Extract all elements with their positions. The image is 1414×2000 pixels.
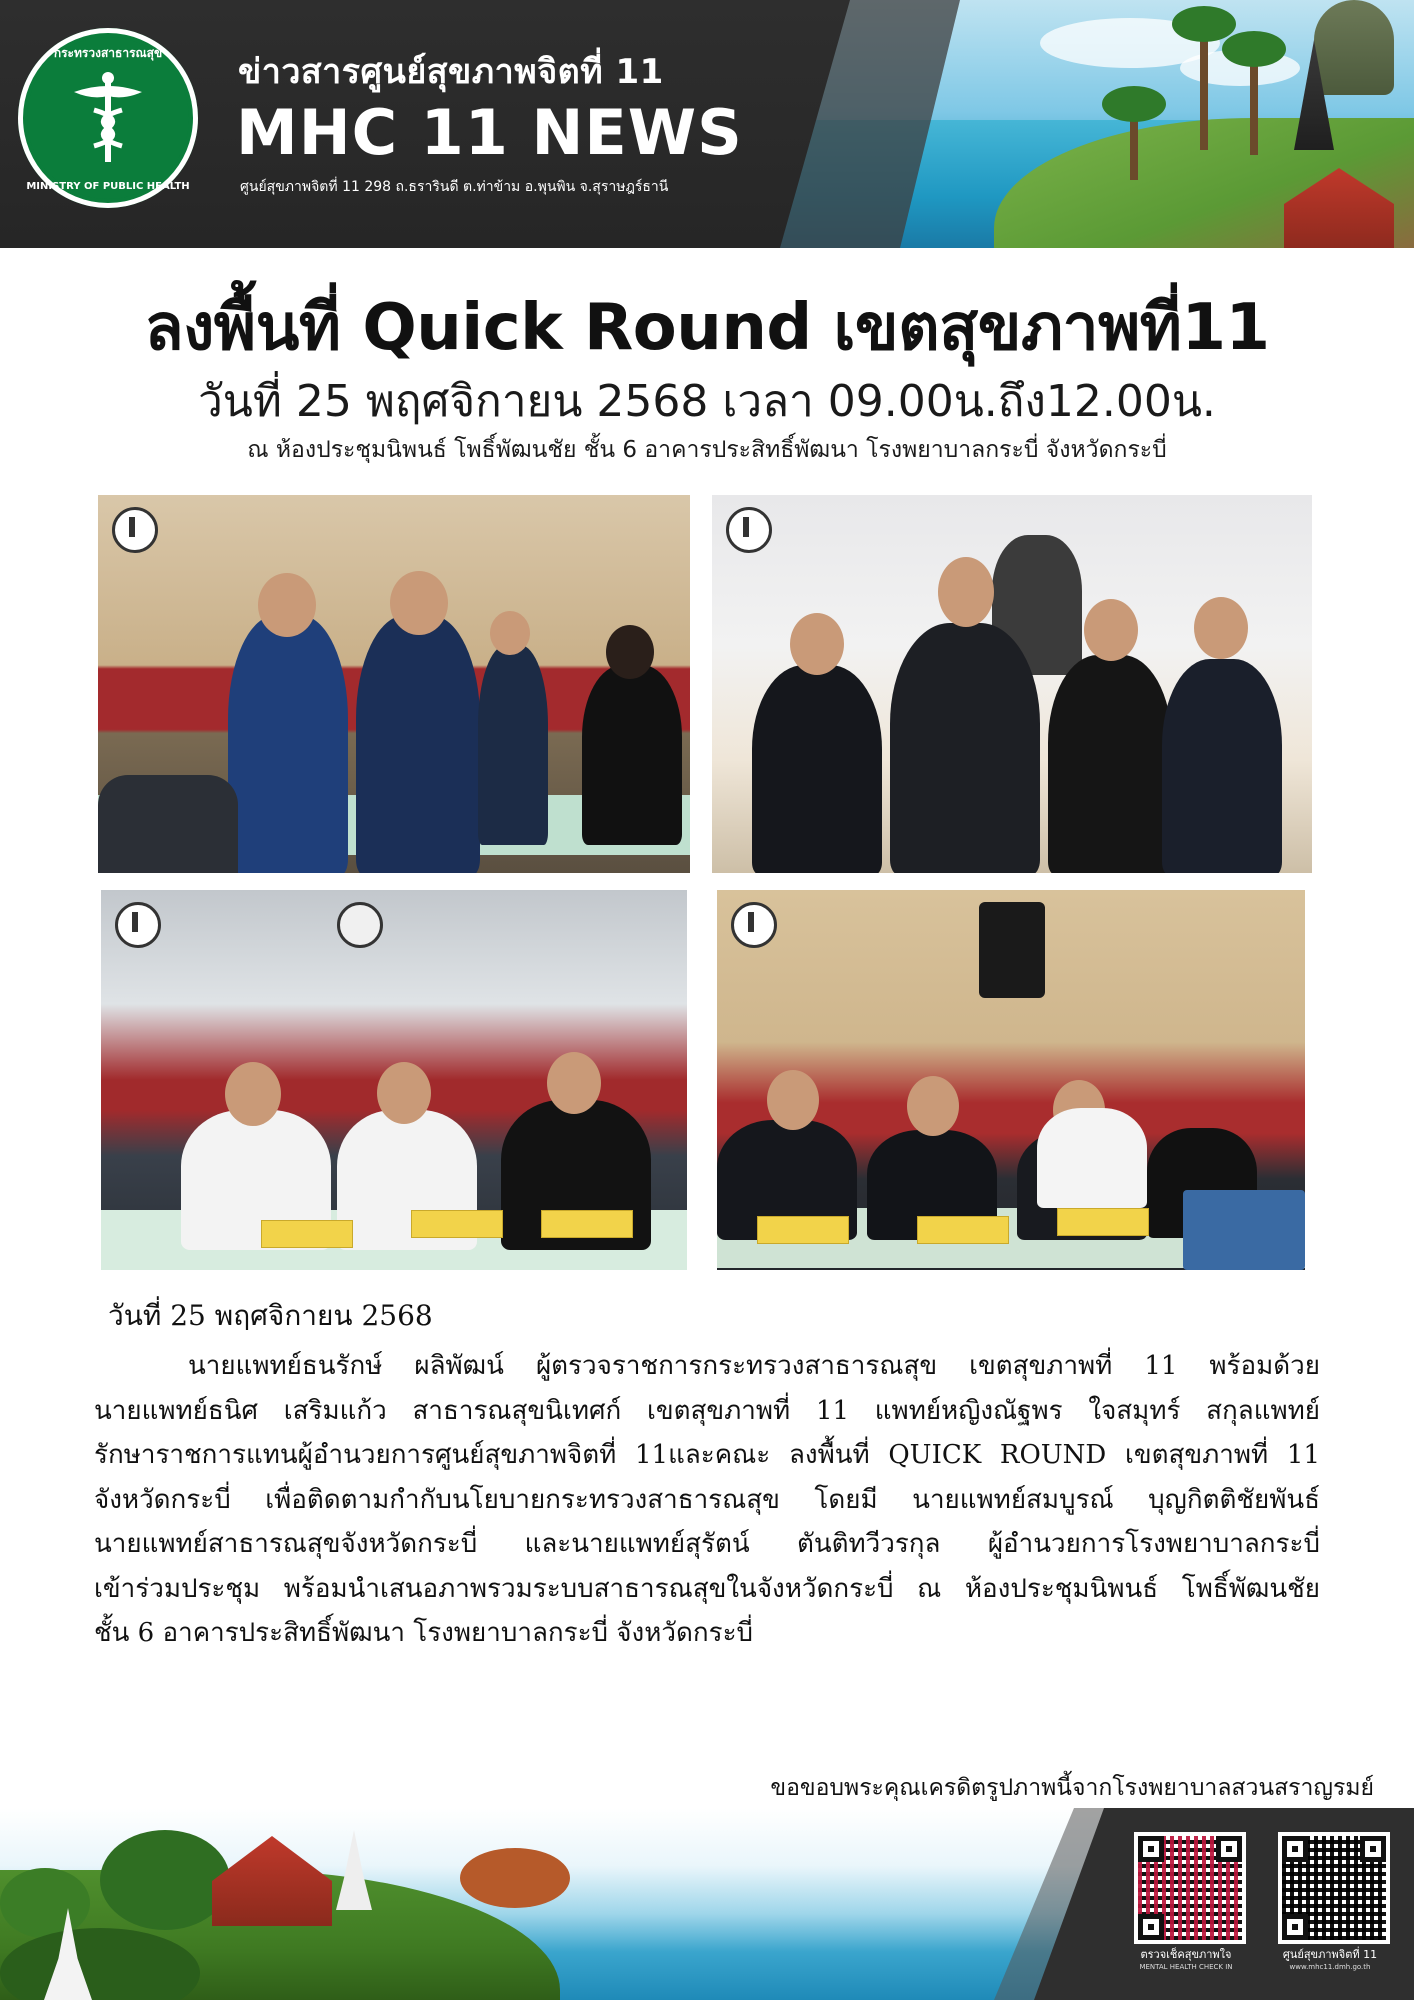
photo-nameplate — [261, 1220, 353, 1248]
photo-person-head — [606, 625, 654, 679]
photo-officials-standing — [98, 495, 690, 873]
article-line: นายแพทย์สาธารณสุขจังหวัดกระบี่ และนายแพทย์สุรัตน์ ตันติทวีวรกุล ผู้อำนวยการโรงพยาบาลกระบี่ — [94, 1529, 1320, 1559]
photo-chair — [98, 775, 238, 873]
footer-tree-decoration — [0, 1868, 90, 1938]
palm-tree-decoration — [1130, 110, 1138, 180]
photo-person — [582, 665, 682, 845]
article-line: เข้าร่วมประชุม พร้อมนำเสนอภาพรวมระบบสาธารณสุขในจังหวัดกระบี่ ณ ห้องประชุมนิพนธ์ โพธิ์พัฒนชัย — [94, 1573, 1320, 1604]
ministry-logo — [18, 28, 198, 208]
photo-group-four — [712, 495, 1312, 873]
logo-top-text: กระทรวงสาธารณสุข — [53, 46, 163, 60]
page-title: ลงพื้นที่ Quick Round เขตสุขภาพที่11 — [144, 291, 1270, 365]
photo-person — [1048, 655, 1172, 873]
photo-person-head — [490, 611, 530, 655]
photo-watermark-icon — [115, 902, 161, 948]
photo-person — [228, 615, 348, 873]
header-title-english: MHC 11 NEWS — [236, 96, 743, 169]
page-footer — [0, 1808, 1414, 2000]
photo-credit: ขอขอบพระคุณเครดิตรูปภาพนี้จากโรงพยาบาลสวนสราญรมย์ — [770, 1775, 1374, 1801]
article-line: นายแพทย์ธนรักษ์ ผลิพัฒน์ ผู้ตรวจราชการกระทรวงสาธารณสุข เขตสุขภาพที่ 11 พร้อมด้วย — [188, 1351, 1320, 1381]
article-line: ชั้น 6 อาคารประสิทธิ์พัฒนา โรงพยาบาลกระบี่ จังหวัดกระบี่ — [94, 1618, 754, 1648]
palm-tree-decoration — [1250, 55, 1258, 155]
footer-tree-decoration — [100, 1830, 230, 1930]
photo-person-head — [225, 1062, 281, 1126]
clock-icon — [337, 902, 383, 948]
mhc11-website-qr-code[interactable] — [1278, 1832, 1390, 1944]
photo-nameplate — [1057, 1208, 1149, 1236]
photo-watermark-icon — [731, 902, 777, 948]
caduceus-icon — [68, 70, 148, 166]
logo-bottom-text: MINISTRY OF PUBLIC HEALTH — [26, 181, 190, 192]
photo-meeting-left — [101, 890, 687, 1270]
photo-nameplate — [411, 1210, 503, 1238]
article-line: นายแพทย์ธนิศ เสริมแก้ว สาธารณสุขนิเทศก์ เขตสุขภาพที่ 11 แพทย์หญิงณัฐพร ใจสมุทร์ สกุลแพทย์ — [94, 1395, 1320, 1426]
photo-watermark-icon — [726, 507, 772, 553]
qr2-sublabel: www.mhc11.dmh.go.th — [1289, 1963, 1371, 1971]
qr2-label: ศูนย์สุขภาพจิตที่ 11 — [1282, 1948, 1378, 1961]
photo-person-head — [767, 1070, 819, 1130]
photo-speaker — [979, 902, 1045, 998]
photo-person — [1037, 1108, 1147, 1208]
article-body — [94, 1344, 1320, 1656]
photo-person-head — [258, 573, 316, 637]
header-rock-decoration — [1314, 0, 1394, 95]
article-line: รักษาราชการแทนผู้อำนวยการศูนย์สุขภาพจิตที่ 11และคณะ ลงพื้นที่ QUICK ROUND เขตสุขภาพที่ 11 — [94, 1440, 1320, 1470]
event-datetime: วันที่ 25 พฤศจิกายน 2568 เวลา 09.00น.ถึง12.00น. — [198, 376, 1216, 427]
photo-nameplate — [757, 1216, 849, 1244]
photo-person-head — [790, 613, 844, 675]
photo-person-head — [1084, 599, 1138, 661]
qr1-sublabel: MENTAL HEALTH CHECK IN — [1139, 1963, 1233, 1971]
footer-stupa-decoration — [336, 1830, 372, 1910]
header-title-thai: ข่าวสารศูนย์สุขภาพจิตที่ 11 — [238, 52, 664, 92]
photo-meeting-right — [717, 890, 1305, 1270]
qr2-caption — [1274, 1948, 1386, 1974]
photo-person-head — [907, 1076, 959, 1136]
header-address: ศูนย์สุขภาพจิตที่ 11 298 ถ.ธรารินดี ต.ท่าข้าม อ.พุนพิน จ.สุราษฎร์ธานี — [240, 179, 669, 195]
photo-person-head — [377, 1062, 431, 1124]
photo-person — [1162, 659, 1282, 873]
photo-person-head — [938, 557, 994, 627]
mental-health-check-qr-code[interactable] — [1134, 1832, 1246, 1944]
photo-person — [356, 615, 480, 873]
article-date: วันที่ 25 พฤศจิกายน 2568 — [108, 1299, 433, 1332]
page-header — [0, 0, 1414, 248]
photo-person-head — [547, 1052, 601, 1114]
footer-rock-decoration — [460, 1848, 570, 1908]
photo-nameplate — [917, 1216, 1009, 1244]
palm-tree-decoration — [1200, 30, 1208, 150]
footer-temple-decoration — [212, 1836, 332, 1926]
photo-person-head — [390, 571, 448, 635]
photo-person — [752, 665, 882, 873]
qr1-caption — [1130, 1948, 1242, 1974]
photo-person — [478, 645, 548, 845]
photo-watermark-icon — [112, 507, 158, 553]
qr1-label: ตรวจเช็คสุขภาพใจ — [1140, 1948, 1232, 1961]
event-venue: ณ ห้องประชุมนิพนธ์ โพธิ์พัฒนชัย ชั้น 6 อาคารประสิทธิ์พัฒนา โรงพยาบาลกระบี่ จังหวัดกระบี่ — [247, 437, 1167, 463]
article-line: จังหวัดกระบี่ เพื่อติดตามกำกับนโยบายกระทรวงสาธารณสุข โดยมี นายแพทย์สมบูรณ์ บุญกิตติชัยพันธ์ — [94, 1484, 1320, 1515]
photo-nameplate — [541, 1210, 633, 1238]
photo-person-head — [1194, 597, 1248, 659]
photo-monitor — [1183, 1190, 1305, 1270]
photo-person — [890, 623, 1040, 873]
